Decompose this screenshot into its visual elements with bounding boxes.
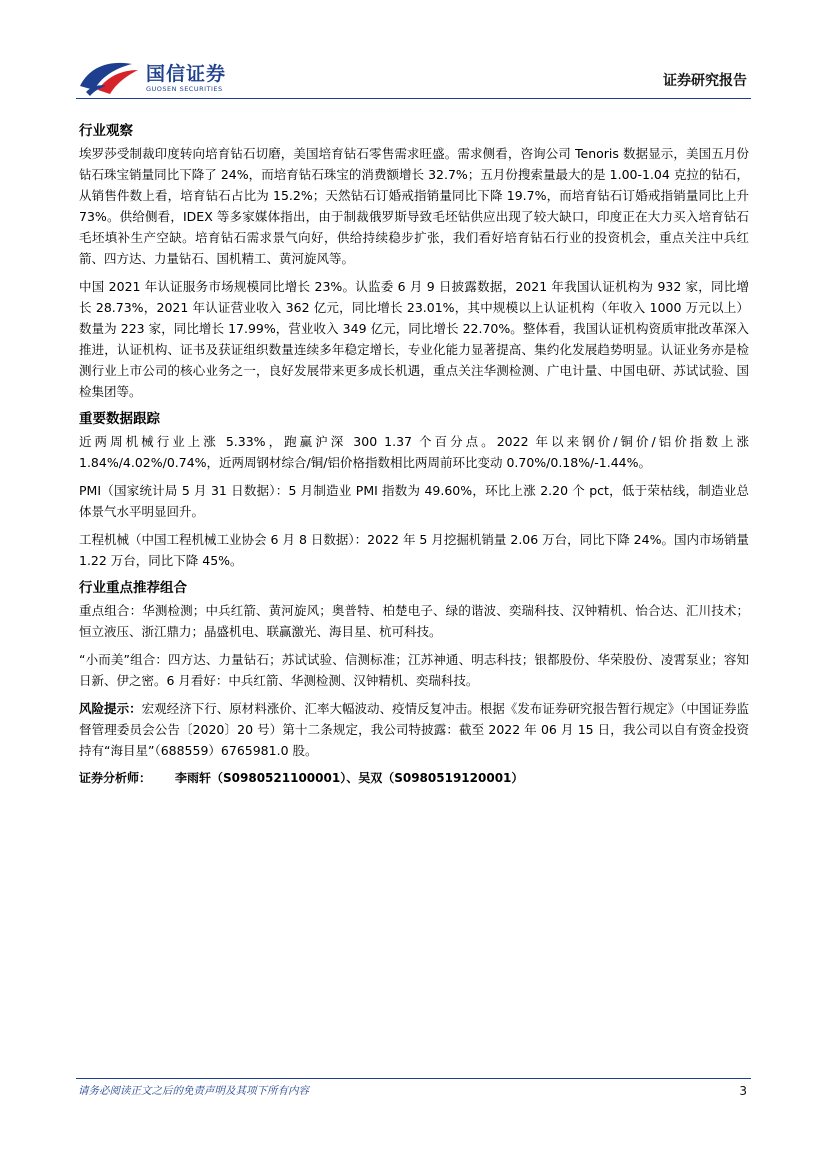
main-content xyxy=(79,118,749,788)
analyst-label: 证券分析师： xyxy=(79,771,152,785)
report-type-label: 证券研究报告 xyxy=(663,73,747,89)
analyst-line xyxy=(79,768,749,788)
analyst-names: 李雨轩（S0980521100001）、吴双（S0980519120001） xyxy=(175,771,524,785)
industry-view-paragraph-diamond: 埃罗莎受制裁印度转向培育钻石切磨，美国培育钻石零售需求旺盛。需求侧看，咨询公司 Tenoris 数据显示，美国五月份钻石珠宝销量同比下降了 24%，而培育钻石珠宝的消费额增长 32.7%；五月份搜索量最大的是 1.00-1.04 克拉的钻石，从销售件数上看，培育钻石占比为 15.2%；天然钻石订婚戒指销量同比下降 19.7%，而培育钻石订婚戒指销量同比上升 73%。供给侧看，IDEX 等多家媒体指出，由于制裁俄罗斯导致毛坯钻供应出现了较大缺口，印度正在大力买入培育钻石毛坯填补生产空缺。培育钻石需求景气向好，供给持续稳步扩张，我们看好培育钻石行业的投资机会，重点关注中兵红箭、四方达、力量钻石、国机精工、黄河旋风等。 xyxy=(79,146,749,266)
header-divider xyxy=(76,98,751,99)
key-data-paragraph-market: 近两周机械行业上涨 5.33%，跑赢沪深 300 1.37 个百分点。2022 年以来钢价/铜价/铝价指数上涨 1.84%/4.02%/0.74%，近两周钢材综合/铜/铝价格指数相比两周前环比变动 0.70%/0.18%/-1.44%。 xyxy=(79,434,749,470)
guosen-logo-icon xyxy=(76,56,142,98)
logo-english-name: GUOSEN SECURITIES xyxy=(146,85,223,93)
key-data-paragraph-pmi: PMI（国家统计局 5 月 31 日数据）：5 月制造业 PMI 指数为 49.60%，环比上涨 2.20 个 pct，低于荣枯线，制造业总体景气水平明显回升。 xyxy=(79,483,749,519)
page-number: 3 xyxy=(739,1084,747,1098)
section-title-key-data: 重要数据跟踪 xyxy=(79,411,160,427)
key-data-paragraph-construction: 工程机械（中国工程机械工业协会 6 月 8 日数据）：2022 年 5 月挖掘机销量 2.06 万台，同比下降 24%。国内市场销量 1.22 万台，同比下降 45%。 xyxy=(79,532,749,568)
risk-warning-label: 风险提示： xyxy=(79,701,142,716)
logo-chinese-name: 国信证券 xyxy=(146,63,227,85)
company-logo xyxy=(76,56,236,98)
risk-warning-paragraph xyxy=(79,698,749,761)
section-title-industry-view: 行业观察 xyxy=(79,123,133,139)
footer-disclaimer: 请务必阅读正文之后的免责声明及其项下所有内容 xyxy=(78,1085,309,1097)
footer-divider xyxy=(76,1078,751,1079)
risk-warning-text: 宏观经济下行、原材料涨价、汇率大幅波动、疫情反复冲击。根据《发布证券研究报告暂行规定》（中国证券监督管理委员会公告〔2020〕20 号）第十二条规定，我公司特披露：截至 2022 年 06 月 15 日，我公司以自有资金投资持有“海目星”（688559）6765981.0 股。 xyxy=(79,701,749,758)
recommendation-paragraph-small-beautiful: “小而美”组合：四方达、力量钻石；苏试试验、信测标准；江苏神通、明志科技；银都股份、华荣股份、凌霄泵业；容知日新、伊之密。6 月看好：中兵红箭、华测检测、汉钟精机、奕瑞科技。 xyxy=(79,652,749,688)
industry-view-paragraph-certification: 中国 2021 年认证服务市场规模同比增长 23%。认监委 6 月 9 日披露数据，2021 年我国认证机构为 932 家，同比增长 28.73%，2021 年认证营业收入 362 亿元，同比增长 23.01%，其中规模以上认证机构（年收入 1000 万元以上）数量为 223 家，同比增长 17.99%，营业收入 349 亿元，同比增长 22.70%。整体看，我国认证机构资质审批改革深入推进，认证机构、证书及获证组织数量连续多年稳定增长，专业化能力显著提高、集约化发展趋势明显。认证业务亦是检测行业上市公司的核心业务之一，良好发展带来更多成长机遇，重点关注华测检测、广电计量、中国电研、苏试试验、国检集团等。 xyxy=(79,279,749,399)
recommendation-paragraph-core: 重点组合：华测检测；中兵红箭、黄河旋风；奥普特、柏楚电子、绿的谐波、奕瑞科技、汉钟精机、怡合达、汇川技术；恒立液压、浙江鼎力；晶盛机电、联赢激光、海目星、杭可科技。 xyxy=(79,603,749,639)
section-title-recommendations: 行业重点推荐组合 xyxy=(79,580,187,596)
